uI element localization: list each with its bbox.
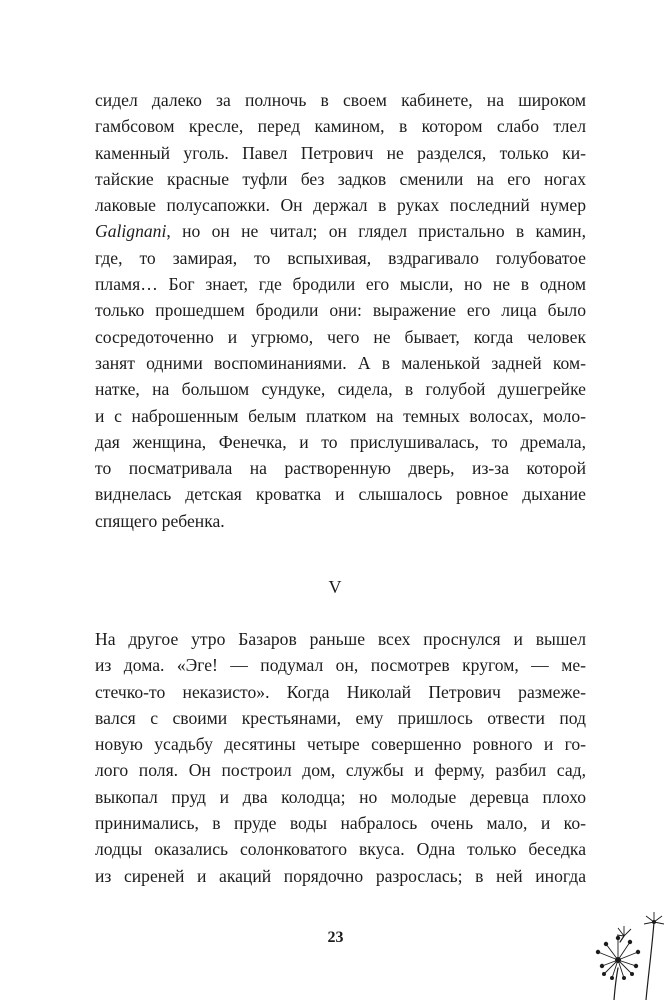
text-line: виднелась детская кроватка и слышалось ровное дыхание — [95, 484, 586, 505]
text-line: только прошедшем бродили они: выражение его лица было — [95, 300, 586, 321]
text-line: то посматривала на растворенную дверь, из-за которой — [95, 458, 586, 479]
text-line: из дома. «Эге! — подумал он, посмотрев кругом, — ме- — [95, 655, 586, 676]
text-line: тайские красные туфли без задков сменили на его ногах — [95, 168, 586, 189]
dandelion-ornament-icon — [584, 908, 671, 1000]
text-line: занят одними воспоминаниями. А в маленькой задней ком- — [95, 352, 586, 373]
text-line: дая женщина, Фенечка, и то прислушивалась, то дремала, — [95, 431, 586, 452]
page-number: 23 — [327, 929, 344, 946]
text-line: новую усадьбу десятины четыре совершенно ровного и го- — [95, 734, 586, 755]
text-line: стечко-то неказисто». Когда Николай Петрович размеже- — [95, 681, 586, 702]
text-line: выкопал пруд и два колодца; но молодые деревца плохо — [95, 786, 586, 807]
text-line: принимались, в пруде воды набралось очень мало, и ко- — [95, 813, 586, 834]
text-line: лаковые полусапожки. Он держал в руках последний нумер — [95, 195, 586, 216]
text-line: вался с своими крестьянами, ему пришлось отвести под — [95, 707, 586, 728]
text-line: гамбсовом кресле, перед камином, в котором слабо тлел — [95, 116, 586, 137]
text-line-italic-start — [95, 218, 586, 244]
text-line: из сиреней и акаций порядочно разрослась; в ней иногда — [95, 865, 586, 886]
text-line: где, то замирая, то вспыхивая, вздрагивало голубоватое — [95, 247, 586, 268]
text-line: спящего ребенка. — [95, 510, 225, 531]
text-line: пламя… Бог знает, где бродили его мысли, но не в одном — [95, 274, 586, 295]
text-line: каменный уголь. Павел Петрович не разделся, только ки- — [95, 142, 586, 163]
paragraph-2 — [95, 626, 586, 889]
chapter-heading: V — [328, 577, 343, 597]
text-line: и с наброшенным белым платком на темных волосах, моло- — [95, 405, 586, 426]
paragraph-1 — [95, 87, 586, 534]
italic-word: Galignani — [95, 221, 167, 242]
text-line: лодцы оказались солонковатого вкуса. Одна только беседка — [95, 839, 586, 860]
text-line: сосредоточенно и угрюмо, чего не бывает, когда человек — [95, 326, 586, 347]
text-line: сидел далеко за полночь в своем кабинете, на широком — [95, 90, 586, 110]
text-line: лого поля. Он построил дом, службы и ферму, разбил сад, — [95, 760, 586, 781]
text-line-rest: , но он не читал; он глядел пристально в камин, — [166, 221, 586, 242]
text-line: На другое утро Базаров раньше всех проснулся и вышел — [95, 629, 586, 649]
text-line: натке, на большом сундуке, сидела, в голубой душегрейке — [95, 379, 586, 400]
